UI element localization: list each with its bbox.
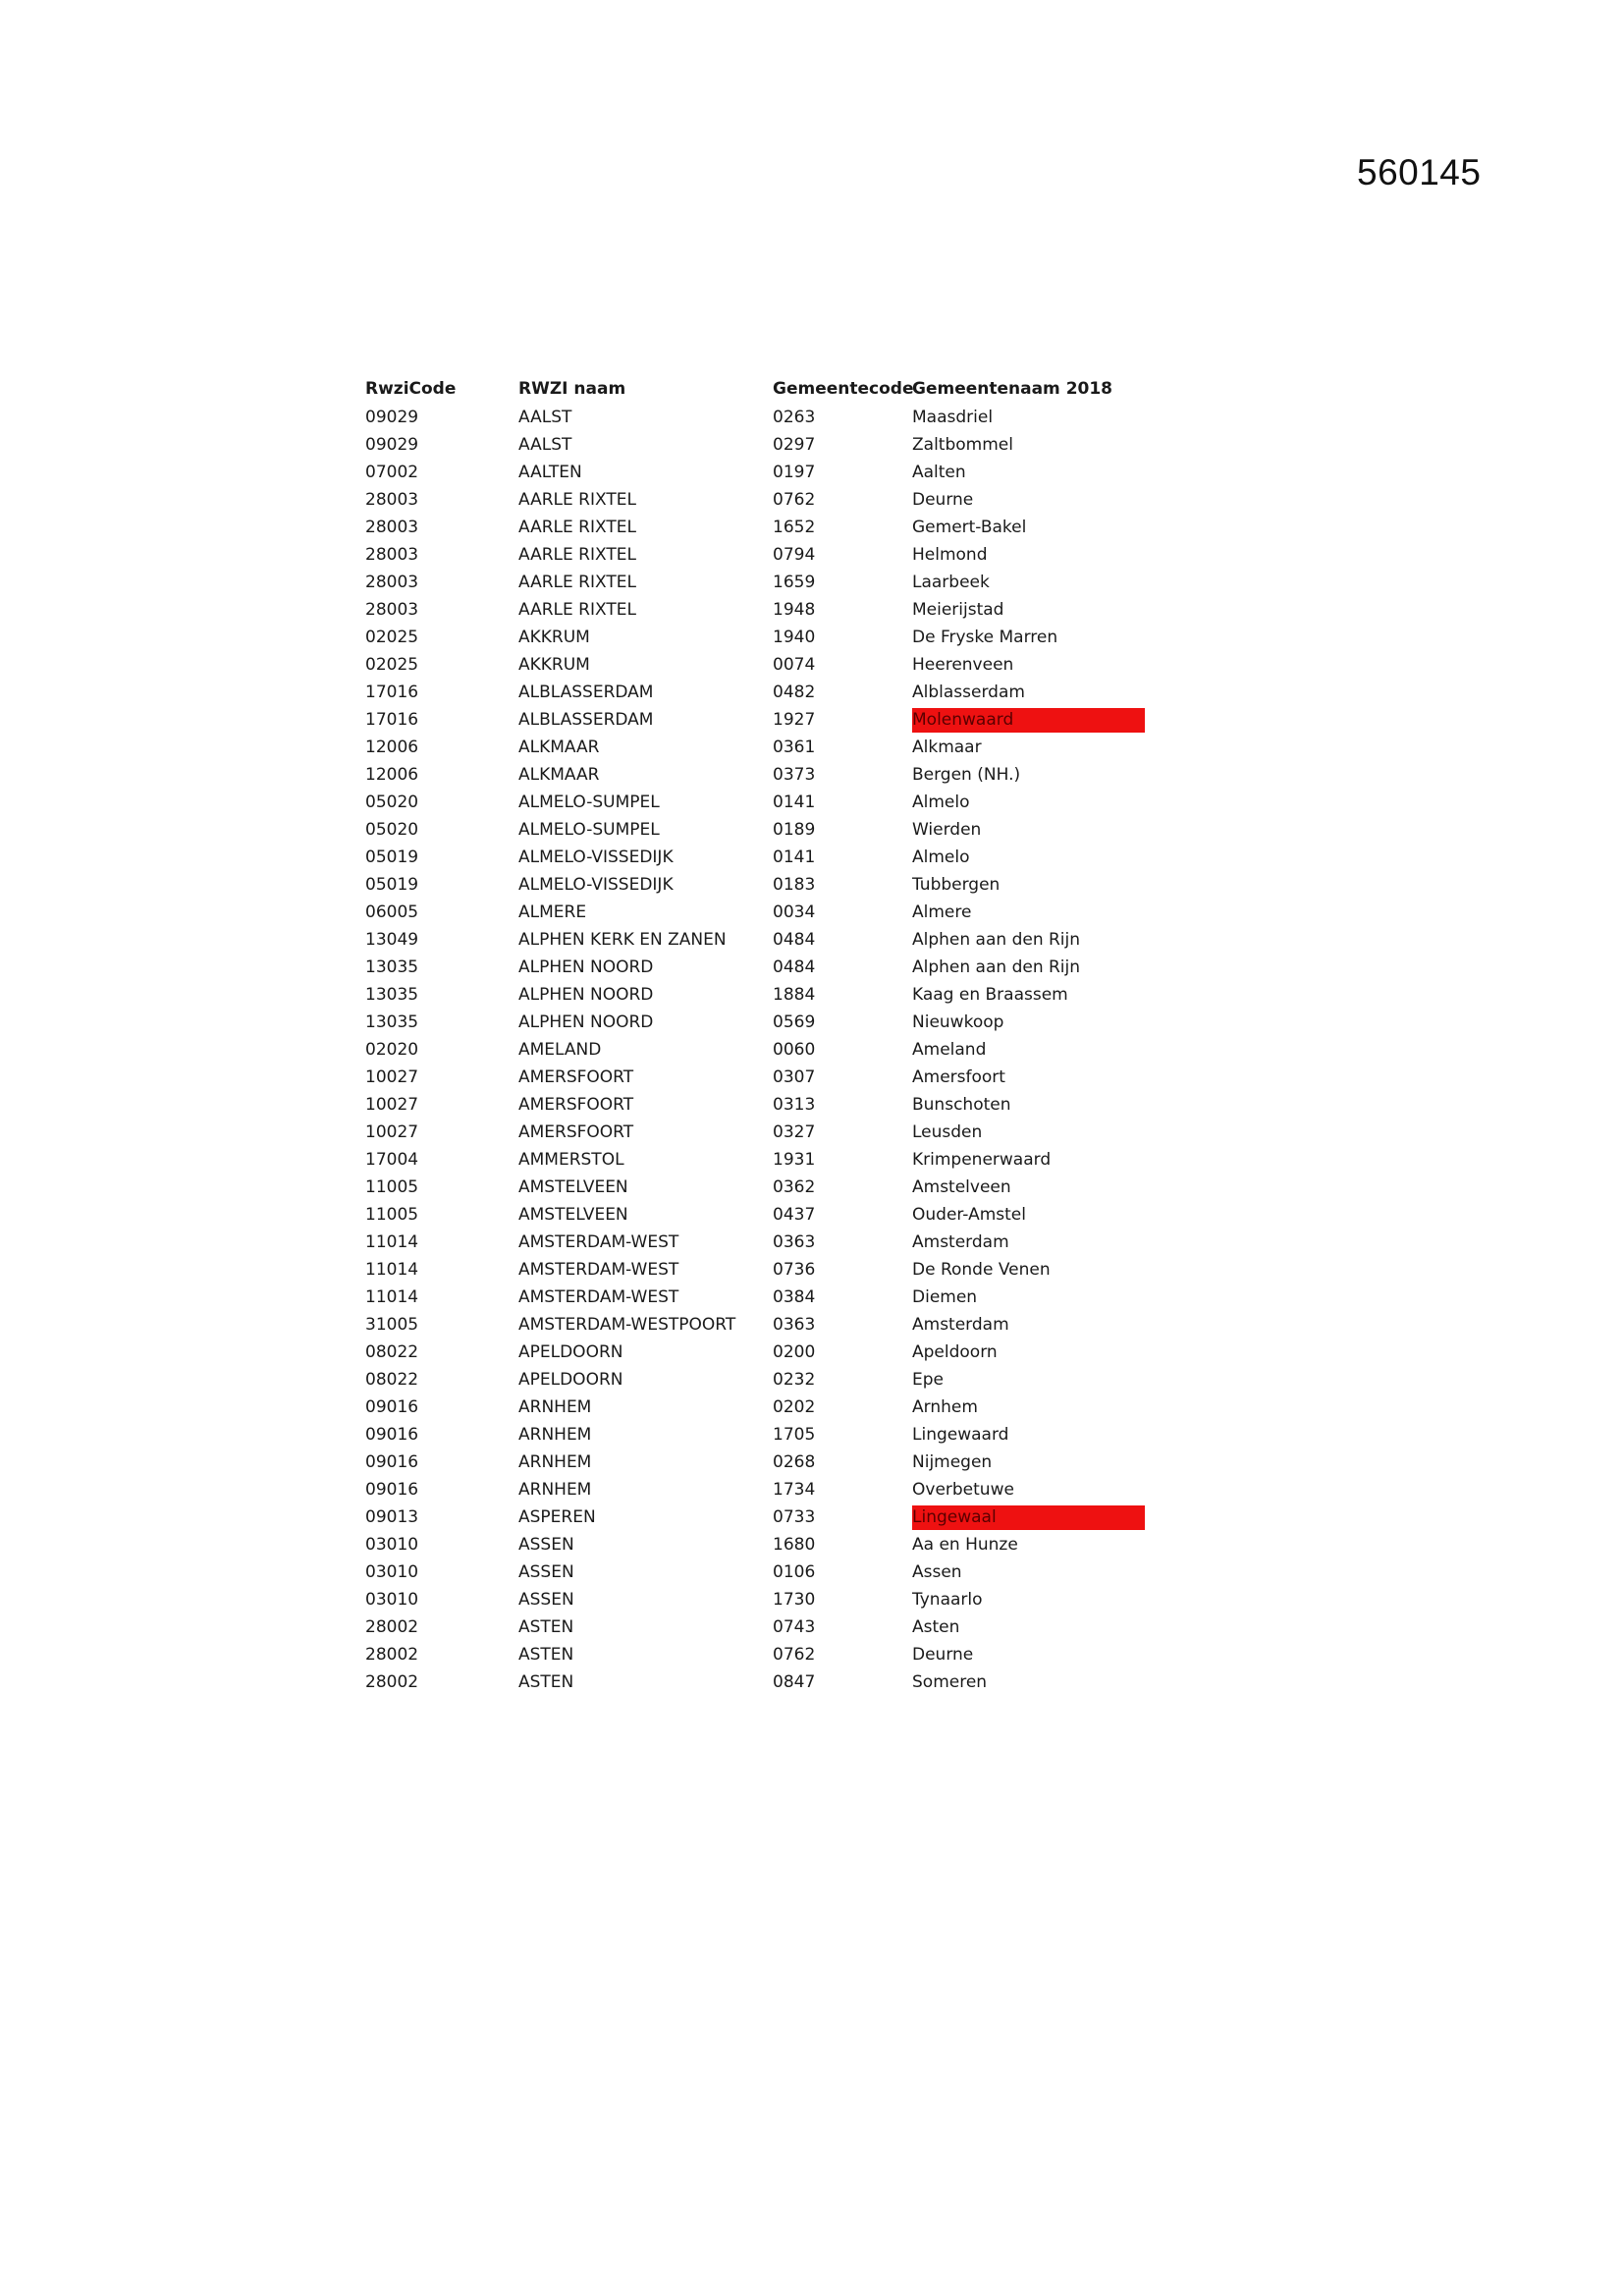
cell-rwzi-code: 09029 <box>365 435 419 455</box>
cell-rwzi-naam: AMSTELVEEN <box>518 1177 628 1197</box>
cell-gemeentecode: 0297 <box>773 435 816 455</box>
cell-rwzi-naam: AMERSFOORT <box>518 1095 634 1115</box>
cell-rwzi-naam: ASSEN <box>518 1562 574 1582</box>
cell-gemeentecode: 1948 <box>773 600 816 620</box>
table-row <box>365 1229 1151 1256</box>
cell-gemeentenaam: Kaag en Braassem <box>912 985 1068 1005</box>
cell-gemeentenaam: Krimpenerwaard <box>912 1150 1052 1170</box>
cell-gemeentenaam: De Ronde Venen <box>912 1260 1051 1280</box>
cell-gemeentenaam: Laarbeek <box>912 573 990 592</box>
table-row <box>365 816 1151 844</box>
table-row <box>365 541 1151 569</box>
table-row <box>365 1366 1151 1394</box>
cell-rwzi-code: 08022 <box>365 1342 419 1362</box>
cell-gemeentenaam: Ouder-Amstel <box>912 1205 1026 1225</box>
cell-gemeentecode: 0437 <box>773 1205 816 1225</box>
cell-rwzi-code: 28002 <box>365 1672 419 1692</box>
cell-gemeentecode: 0327 <box>773 1122 816 1142</box>
cell-rwzi-code: 13035 <box>365 1012 419 1032</box>
cell-rwzi-naam: ALBLASSERDAM <box>518 683 654 702</box>
cell-gemeentecode: 0569 <box>773 1012 816 1032</box>
table-row <box>365 1586 1151 1613</box>
cell-rwzi-code: 11014 <box>365 1232 419 1252</box>
cell-gemeentenaam: Zaltbommel <box>912 435 1013 455</box>
table-row <box>365 761 1151 789</box>
cell-rwzi-code: 05020 <box>365 793 419 812</box>
cell-rwzi-code: 11014 <box>365 1260 419 1280</box>
rwzi-table <box>365 374 1151 1696</box>
table-row <box>365 569 1151 596</box>
cell-gemeentenaam: Helmond <box>912 545 988 565</box>
cell-gemeentecode: 0060 <box>773 1040 816 1060</box>
cell-rwzi-naam: ARNHEM <box>518 1480 592 1500</box>
cell-gemeentenaam: Almelo <box>912 847 970 867</box>
cell-rwzi-naam: APELDOORN <box>518 1370 623 1390</box>
table-row <box>365 926 1151 954</box>
cell-rwzi-naam: AMSTERDAM-WEST <box>518 1287 679 1307</box>
table-row <box>365 1091 1151 1119</box>
table-row <box>365 706 1151 734</box>
cell-rwzi-naam: ASTEN <box>518 1672 574 1692</box>
table-row <box>365 1036 1151 1064</box>
cell-gemeentenaam-highlighted: Molenwaard <box>912 708 1145 733</box>
cell-gemeentecode: 0361 <box>773 738 816 757</box>
cell-rwzi-naam: ARNHEM <box>518 1425 592 1445</box>
cell-gemeentenaam: Someren <box>912 1672 988 1692</box>
table-header-row <box>365 374 1151 404</box>
cell-gemeentecode: 1705 <box>773 1425 816 1445</box>
document-number: 560145 <box>1357 152 1482 192</box>
cell-gemeentenaam: Heerenveen <box>912 655 1014 675</box>
cell-gemeentecode: 0373 <box>773 765 816 785</box>
cell-rwzi-naam: AKKRUM <box>518 655 590 675</box>
cell-gemeentenaam: Tubbergen <box>912 875 1001 895</box>
cell-gemeentecode: 1730 <box>773 1590 816 1610</box>
cell-gemeentenaam: Meierijstad <box>912 600 1004 620</box>
cell-rwzi-naam: AMMERSTOL <box>518 1150 624 1170</box>
table-row <box>365 1146 1151 1174</box>
cell-gemeentecode: 0034 <box>773 902 816 922</box>
cell-rwzi-code: 28003 <box>365 600 419 620</box>
table-row <box>365 459 1151 486</box>
header-gemeentecode: Gemeentecode <box>773 379 914 399</box>
cell-rwzi-naam: AALTEN <box>518 463 582 482</box>
cell-gemeentecode: 1940 <box>773 628 816 647</box>
table-row <box>365 981 1151 1009</box>
cell-rwzi-code: 10027 <box>365 1067 419 1087</box>
cell-gemeentenaam: Bunschoten <box>912 1095 1011 1115</box>
cell-rwzi-code: 11014 <box>365 1287 419 1307</box>
cell-gemeentenaam: Alkmaar <box>912 738 982 757</box>
cell-rwzi-naam: ASSEN <box>518 1590 574 1610</box>
table-row <box>365 1009 1151 1036</box>
cell-gemeentecode: 0141 <box>773 793 816 812</box>
cell-rwzi-code: 11005 <box>365 1205 419 1225</box>
cell-rwzi-naam: ALMELO-SUMPEL <box>518 793 660 812</box>
cell-rwzi-code: 03010 <box>365 1535 419 1555</box>
cell-rwzi-naam: ALKMAAR <box>518 765 600 785</box>
cell-gemeentenaam: Deurne <box>912 1645 974 1665</box>
cell-rwzi-code: 12006 <box>365 765 419 785</box>
cell-gemeentecode: 0384 <box>773 1287 816 1307</box>
header-rwzi-naam: RWZI naam <box>518 379 626 399</box>
cell-gemeentenaam: Maasdriel <box>912 408 994 427</box>
cell-gemeentenaam: Ameland <box>912 1040 987 1060</box>
cell-rwzi-code: 10027 <box>365 1122 419 1142</box>
table-row <box>365 404 1151 431</box>
cell-rwzi-code: 02025 <box>365 655 419 675</box>
cell-gemeentecode: 0202 <box>773 1397 816 1417</box>
cell-gemeentecode: 0484 <box>773 957 816 977</box>
cell-gemeentenaam: Alblasserdam <box>912 683 1025 702</box>
cell-rwzi-naam: ALMELO-SUMPEL <box>518 820 660 840</box>
cell-gemeentenaam: Nijmegen <box>912 1452 993 1472</box>
cell-gemeentenaam-highlighted: Lingewaal <box>912 1505 1145 1530</box>
cell-rwzi-naam: AALST <box>518 435 572 455</box>
cell-gemeentenaam: Amsterdam <box>912 1315 1009 1335</box>
cell-gemeentecode: 1927 <box>773 710 816 730</box>
cell-rwzi-naam: ALMELO-VISSEDIJK <box>518 875 674 895</box>
cell-rwzi-naam: AMELAND <box>518 1040 602 1060</box>
table-row <box>365 1174 1151 1201</box>
table-row <box>365 431 1151 459</box>
cell-rwzi-naam: AALST <box>518 408 572 427</box>
cell-gemeentenaam: Deurne <box>912 490 974 510</box>
cell-rwzi-code: 09013 <box>365 1507 419 1527</box>
cell-gemeentenaam: Alphen aan den Rijn <box>912 930 1081 950</box>
cell-rwzi-naam: AARLE RIXTEL <box>518 600 636 620</box>
cell-rwzi-code: 03010 <box>365 1562 419 1582</box>
cell-gemeentecode: 0183 <box>773 875 816 895</box>
cell-gemeentenaam: Almelo <box>912 793 970 812</box>
cell-rwzi-code: 31005 <box>365 1315 419 1335</box>
cell-gemeentenaam: Tynaarlo <box>912 1590 983 1610</box>
table-row <box>365 1256 1151 1284</box>
cell-rwzi-naam: ALKMAAR <box>518 738 600 757</box>
cell-gemeentecode: 0762 <box>773 1645 816 1665</box>
cell-gemeentecode: 0313 <box>773 1095 816 1115</box>
table-row <box>365 624 1151 651</box>
cell-gemeentenaam: Diemen <box>912 1287 978 1307</box>
cell-rwzi-code: 08022 <box>365 1370 419 1390</box>
cell-gemeentenaam: Bergen (NH.) <box>912 765 1021 785</box>
cell-gemeentecode: 0197 <box>773 463 816 482</box>
table-row <box>365 1668 1151 1696</box>
cell-rwzi-code: 09016 <box>365 1397 419 1417</box>
cell-gemeentenaam: Amsterdam <box>912 1232 1009 1252</box>
table-row <box>365 789 1151 816</box>
cell-rwzi-code: 11005 <box>365 1177 419 1197</box>
cell-gemeentecode: 1931 <box>773 1150 816 1170</box>
cell-gemeentecode: 0736 <box>773 1260 816 1280</box>
cell-gemeentecode: 1652 <box>773 518 816 537</box>
cell-rwzi-code: 13049 <box>365 930 419 950</box>
table-row <box>365 679 1151 706</box>
header-rwzi-code: RwziCode <box>365 379 457 399</box>
cell-gemeentenaam: Amstelveen <box>912 1177 1011 1197</box>
table-row <box>365 486 1151 514</box>
cell-rwzi-code: 05019 <box>365 875 419 895</box>
cell-rwzi-naam: ASTEN <box>518 1617 574 1637</box>
cell-rwzi-code: 12006 <box>365 738 419 757</box>
cell-gemeentenaam: Aalten <box>912 463 966 482</box>
cell-gemeentecode: 0482 <box>773 683 816 702</box>
cell-gemeentecode: 1659 <box>773 573 816 592</box>
cell-gemeentenaam: Asten <box>912 1617 960 1637</box>
cell-gemeentecode: 0141 <box>773 847 816 867</box>
table-row <box>365 871 1151 899</box>
cell-gemeentecode: 0363 <box>773 1315 816 1335</box>
cell-gemeentenaam: De Fryske Marren <box>912 628 1058 647</box>
cell-gemeentecode: 0074 <box>773 655 816 675</box>
cell-gemeentenaam: Almere <box>912 902 972 922</box>
cell-rwzi-code: 28002 <box>365 1645 419 1665</box>
table-row <box>365 1531 1151 1558</box>
cell-gemeentecode: 0263 <box>773 408 816 427</box>
table-row <box>365 954 1151 981</box>
cell-gemeentecode: 0484 <box>773 930 816 950</box>
cell-gemeentecode: 0733 <box>773 1507 816 1527</box>
cell-rwzi-naam: ARNHEM <box>518 1397 592 1417</box>
cell-rwzi-code: 05019 <box>365 847 419 867</box>
cell-rwzi-naam: AMSTERDAM-WESTPOORT <box>518 1315 736 1335</box>
table-body <box>365 404 1151 1696</box>
cell-rwzi-code: 07002 <box>365 463 419 482</box>
cell-gemeentenaam: Arnhem <box>912 1397 978 1417</box>
table-row <box>365 1119 1151 1146</box>
cell-rwzi-code: 02020 <box>365 1040 419 1060</box>
cell-gemeentenaam: Amersfoort <box>912 1067 1005 1087</box>
cell-rwzi-naam: ALPHEN NOORD <box>518 1012 654 1032</box>
cell-rwzi-naam: AARLE RIXTEL <box>518 518 636 537</box>
cell-rwzi-naam: AARLE RIXTEL <box>518 545 636 565</box>
cell-gemeentecode: 0847 <box>773 1672 816 1692</box>
table-row <box>365 1476 1151 1503</box>
cell-rwzi-code: 05020 <box>365 820 419 840</box>
cell-rwzi-code: 28003 <box>365 573 419 592</box>
cell-rwzi-code: 09016 <box>365 1452 419 1472</box>
table-row <box>365 1311 1151 1339</box>
cell-rwzi-naam: ARNHEM <box>518 1452 592 1472</box>
cell-rwzi-code: 17016 <box>365 683 419 702</box>
cell-gemeentecode: 0200 <box>773 1342 816 1362</box>
cell-gemeentenaam: Overbetuwe <box>912 1480 1014 1500</box>
cell-gemeentenaam: Aa en Hunze <box>912 1535 1018 1555</box>
cell-rwzi-naam: AMSTERDAM-WEST <box>518 1232 679 1252</box>
cell-rwzi-naam: ALMERE <box>518 902 587 922</box>
cell-rwzi-code: 03010 <box>365 1590 419 1610</box>
cell-rwzi-naam: ALPHEN KERK EN ZANEN <box>518 930 727 950</box>
cell-gemeentecode: 0232 <box>773 1370 816 1390</box>
cell-rwzi-code: 09029 <box>365 408 419 427</box>
table-row <box>365 844 1151 871</box>
cell-gemeentenaam: Lingewaard <box>912 1425 1009 1445</box>
table-row <box>365 514 1151 541</box>
cell-rwzi-naam: ALPHEN NOORD <box>518 957 654 977</box>
cell-rwzi-naam: AARLE RIXTEL <box>518 490 636 510</box>
table-row <box>365 1339 1151 1366</box>
cell-rwzi-code: 13035 <box>365 985 419 1005</box>
cell-rwzi-naam: AKKRUM <box>518 628 590 647</box>
cell-rwzi-naam: ALMELO-VISSEDIJK <box>518 847 674 867</box>
cell-rwzi-naam: AMERSFOORT <box>518 1122 634 1142</box>
cell-rwzi-naam: ASPEREN <box>518 1507 596 1527</box>
cell-rwzi-code: 28003 <box>365 518 419 537</box>
cell-rwzi-naam: ALBLASSERDAM <box>518 710 654 730</box>
header-gemeentenaam: Gemeentenaam 2018 <box>912 379 1113 399</box>
cell-gemeentecode: 0363 <box>773 1232 816 1252</box>
cell-gemeentenaam: Apeldoorn <box>912 1342 998 1362</box>
cell-rwzi-code: 17016 <box>365 710 419 730</box>
cell-gemeentecode: 1884 <box>773 985 816 1005</box>
cell-rwzi-naam: ALPHEN NOORD <box>518 985 654 1005</box>
cell-rwzi-naam: ASTEN <box>518 1645 574 1665</box>
cell-gemeentenaam: Assen <box>912 1562 962 1582</box>
cell-gemeentecode: 0106 <box>773 1562 816 1582</box>
table-row <box>365 1558 1151 1586</box>
table-row <box>365 1641 1151 1668</box>
cell-rwzi-code: 28003 <box>365 545 419 565</box>
cell-rwzi-code: 13035 <box>365 957 419 977</box>
cell-rwzi-code: 02025 <box>365 628 419 647</box>
cell-gemeentecode: 0362 <box>773 1177 816 1197</box>
cell-rwzi-code: 06005 <box>365 902 419 922</box>
cell-gemeentecode: 1680 <box>773 1535 816 1555</box>
table-row <box>365 1284 1151 1311</box>
table-row <box>365 899 1151 926</box>
cell-rwzi-code: 09016 <box>365 1425 419 1445</box>
table-row <box>365 1503 1151 1531</box>
cell-rwzi-code: 28003 <box>365 490 419 510</box>
cell-gemeentecode: 0189 <box>773 820 816 840</box>
cell-rwzi-code: 09016 <box>365 1480 419 1500</box>
table-row <box>365 1449 1151 1476</box>
table-row <box>365 596 1151 624</box>
table-row <box>365 1394 1151 1421</box>
table-row <box>365 651 1151 679</box>
cell-rwzi-naam: APELDOORN <box>518 1342 623 1362</box>
cell-gemeentecode: 0762 <box>773 490 816 510</box>
cell-gemeentecode: 0794 <box>773 545 816 565</box>
cell-rwzi-code: 17004 <box>365 1150 419 1170</box>
cell-gemeentenaam: Alphen aan den Rijn <box>912 957 1081 977</box>
cell-gemeentecode: 0268 <box>773 1452 816 1472</box>
cell-rwzi-naam: AMSTELVEEN <box>518 1205 628 1225</box>
cell-rwzi-naam: AMERSFOORT <box>518 1067 634 1087</box>
table-row <box>365 1613 1151 1641</box>
cell-gemeentecode: 0307 <box>773 1067 816 1087</box>
cell-rwzi-code: 28002 <box>365 1617 419 1637</box>
table-row <box>365 1201 1151 1229</box>
cell-gemeentenaam: Nieuwkoop <box>912 1012 1004 1032</box>
cell-rwzi-naam: ASSEN <box>518 1535 574 1555</box>
table-row <box>365 734 1151 761</box>
cell-gemeentecode: 0743 <box>773 1617 816 1637</box>
cell-gemeentenaam: Epe <box>912 1370 944 1390</box>
cell-gemeentecode: 1734 <box>773 1480 816 1500</box>
cell-gemeentenaam: Wierden <box>912 820 982 840</box>
table-row <box>365 1421 1151 1449</box>
cell-gemeentenaam: Leusden <box>912 1122 983 1142</box>
cell-rwzi-naam: AMSTERDAM-WEST <box>518 1260 679 1280</box>
cell-gemeentenaam: Gemert-Bakel <box>912 518 1027 537</box>
table-row <box>365 1064 1151 1091</box>
cell-rwzi-code: 10027 <box>365 1095 419 1115</box>
cell-rwzi-naam: AARLE RIXTEL <box>518 573 636 592</box>
